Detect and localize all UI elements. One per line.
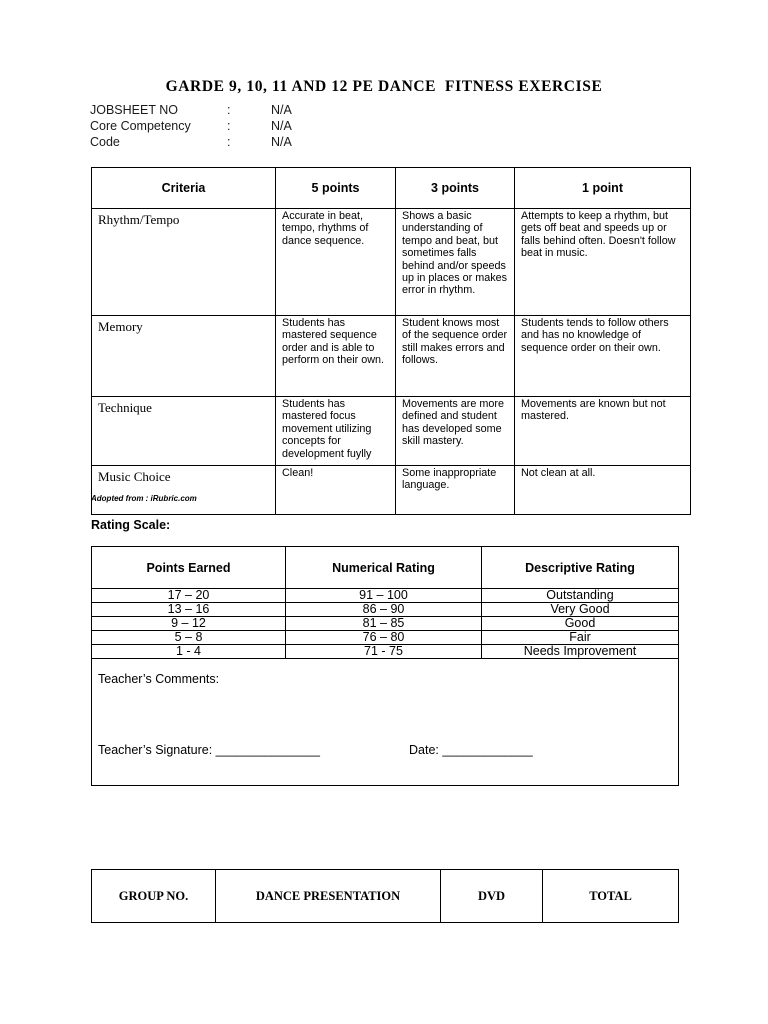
source-note: Adopted from : iRubric.com <box>91 494 197 503</box>
criteria-row <box>92 316 691 397</box>
comments-row <box>92 659 679 786</box>
five-points-desc: Clean! <box>276 466 396 515</box>
descriptive-rating-cell: Good <box>482 617 679 631</box>
descriptive-rating-cell: Needs Improvement <box>482 645 679 659</box>
criteria-table <box>91 167 691 515</box>
criterion-name: Rhythm/Tempo <box>92 209 276 316</box>
numerical-rating-header: Numerical Rating <box>286 547 482 589</box>
criterion-name: Music Choice <box>92 466 276 515</box>
numerical-rating-cell: 91 – 100 <box>286 589 482 603</box>
points-earned-cell: 1 - 4 <box>92 645 286 659</box>
criteria-header: Criteria <box>92 168 276 209</box>
descriptive-rating-header: Descriptive Rating <box>482 547 679 589</box>
meta-sep: : <box>227 119 231 133</box>
one-point-desc: Students tends to follow others and has no knowledge of sequence order on their own. <box>515 316 691 397</box>
points-earned-cell: 9 – 12 <box>92 617 286 631</box>
rating-header-row <box>92 547 679 589</box>
rating-scale-table <box>91 546 679 786</box>
three-points-desc: Some inappropriate language. <box>396 466 515 515</box>
meta-key: JOBSHEET NO <box>90 103 178 117</box>
five-points-header: 5 points <box>276 168 396 209</box>
rating-row <box>92 589 679 603</box>
total-header: TOTAL <box>543 870 679 923</box>
descriptive-rating-cell: Very Good <box>482 603 679 617</box>
meta-value: N/A <box>271 103 292 117</box>
one-point-desc: Attempts to keep a rhythm, but gets off beat and speeds up or falls behind often. Doesn't follow beat in music. <box>515 209 691 316</box>
numerical-rating-cell: 71 - 75 <box>286 645 482 659</box>
one-point-desc: Movements are known but not mastered. <box>515 397 691 466</box>
five-points-desc: Students has mastered focus movement utilizing concepts for development fuylly <box>276 397 396 466</box>
rating-row <box>92 617 679 631</box>
one-point-desc: Not clean at all. <box>515 466 691 515</box>
descriptive-rating-cell: Fair <box>482 631 679 645</box>
three-points-desc: Movements are more defined and student has developed some skill mastery. <box>396 397 515 466</box>
meta-key: Code <box>90 135 120 149</box>
meta-value: N/A <box>271 135 292 149</box>
numerical-rating-cell: 86 – 90 <box>286 603 482 617</box>
comments-section <box>92 659 679 786</box>
numerical-rating-cell: 81 – 85 <box>286 617 482 631</box>
criteria-header-row <box>92 168 691 209</box>
teachers-comments-label: Teacher’s Comments: <box>98 672 220 686</box>
rating-row <box>92 645 679 659</box>
rating-row <box>92 631 679 645</box>
group-no-header: GROUP NO. <box>92 870 216 923</box>
meta-key: Core Competency <box>90 119 191 133</box>
meta-sep: : <box>227 135 231 149</box>
document-title: GARDE 9, 10, 11 AND 12 PE DANCE FITNESS EXERCISE <box>165 78 603 95</box>
meta-sep: : <box>227 103 231 117</box>
one-point-header: 1 point <box>515 168 691 209</box>
meta-value: N/A <box>271 119 292 133</box>
three-points-desc: Student knows most of the sequence order still makes errors and follows. <box>396 316 515 397</box>
points-earned-cell: 5 – 8 <box>92 631 286 645</box>
group-score-table <box>91 869 679 923</box>
rating-scale-heading: Rating Scale: <box>91 518 171 532</box>
three-points-header: 3 points <box>396 168 515 209</box>
three-points-desc: Shows a basic understanding of tempo and beat, but sometimes falls behind and/or speeds up in places or makes error in rhythm. <box>396 209 515 316</box>
rating-row <box>92 603 679 617</box>
teachers-signature-field[interactable]: Teacher’s Signature: _______________ <box>98 743 320 757</box>
five-points-desc: Students has mastered sequence order and is able to perform on their own. <box>276 316 396 397</box>
numerical-rating-cell: 76 – 80 <box>286 631 482 645</box>
five-points-desc: Accurate in beat, tempo, rhythms of dance sequence. <box>276 209 396 316</box>
criteria-row <box>92 466 691 515</box>
dance-presentation-header: DANCE PRESENTATION <box>216 870 441 923</box>
points-earned-cell: 13 – 16 <box>92 603 286 617</box>
points-earned-header: Points Earned <box>92 547 286 589</box>
descriptive-rating-cell: Outstanding <box>482 589 679 603</box>
criteria-row <box>92 397 691 466</box>
group-score-row <box>92 870 679 923</box>
criterion-name: Technique <box>92 397 276 466</box>
points-earned-cell: 17 – 20 <box>92 589 286 603</box>
criteria-row <box>92 209 691 316</box>
date-field[interactable]: Date: _____________ <box>409 743 533 757</box>
dvd-header: DVD <box>441 870 543 923</box>
criterion-name: Memory <box>92 316 276 397</box>
